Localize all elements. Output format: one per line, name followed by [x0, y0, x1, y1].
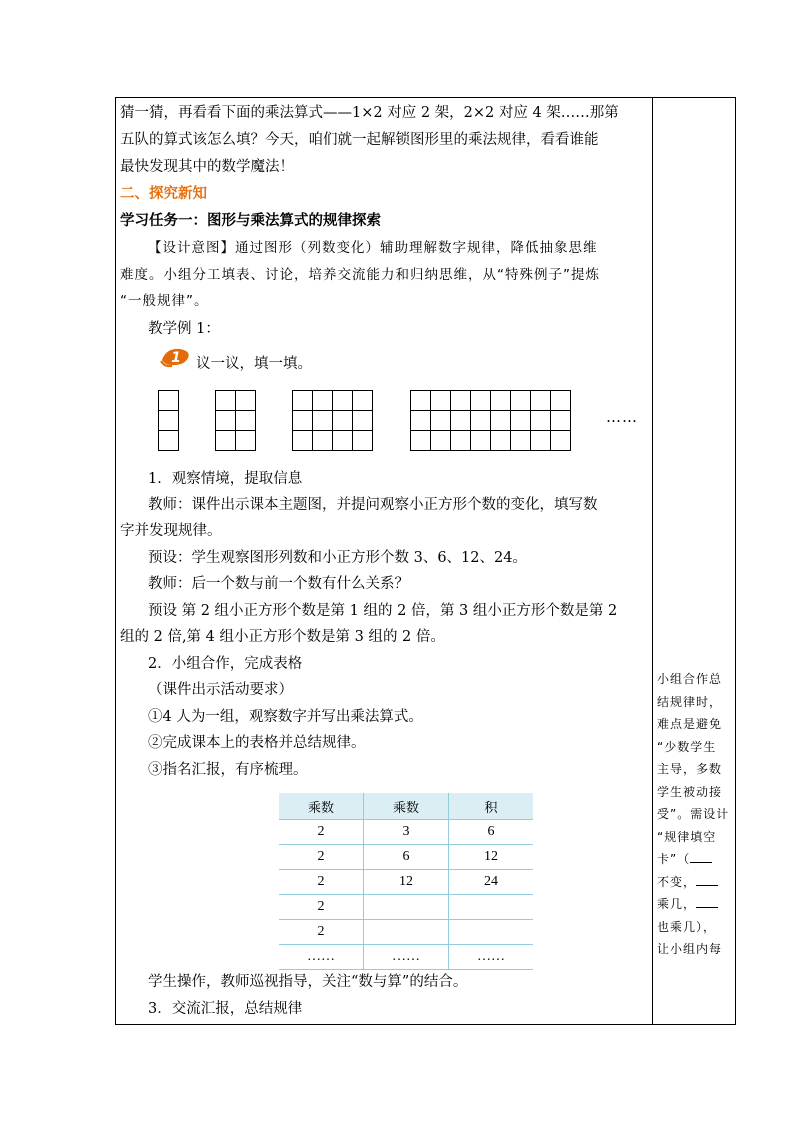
- fill-blank: [690, 852, 712, 863]
- table-cell: 12: [449, 845, 534, 870]
- table-cell: [364, 920, 449, 945]
- requirement-1: ①4 人为一组，观察数字并写出乘法算式。: [148, 709, 423, 725]
- table-cell: ……: [364, 945, 449, 970]
- table-cell: 6: [364, 845, 449, 870]
- table-cell: 2: [279, 895, 364, 920]
- table-header-row: [279, 793, 533, 820]
- side-note-line: “规律填空: [657, 829, 717, 844]
- step-3-title: 3．交流汇报，总结规律: [148, 1001, 303, 1017]
- table-cell: 24: [449, 870, 534, 895]
- side-note-column: [657, 668, 733, 961]
- example-badge-number: 1: [171, 350, 181, 366]
- table-cell: ……: [279, 945, 364, 970]
- side-note-line: 结规律时，: [657, 694, 723, 709]
- step-1-para-1b: 字并发现规律。: [120, 523, 222, 539]
- example-number-icon: [158, 346, 192, 368]
- fill-blank: [696, 897, 718, 908]
- table-cell: 2: [279, 920, 364, 945]
- side-note-line: 也乘几），: [657, 919, 717, 934]
- design-intent-line-1: 【设计意图】通过图形（列数变化）辅助理解数字规律，降低抽象思维: [148, 240, 598, 256]
- design-intent-line-3: “一般规律”。: [120, 293, 209, 309]
- example-label: 教学例 1：: [148, 321, 220, 337]
- side-note-text: 卡”（: [657, 852, 691, 866]
- lesson-plan-frame: [115, 97, 736, 1025]
- table-cell: 2: [279, 870, 364, 895]
- header-product: 积: [449, 793, 534, 820]
- side-note-line: 主导，多数: [657, 762, 723, 776]
- table-row: [279, 895, 533, 920]
- requirement-3: ③指名汇报，有序梳理。: [148, 762, 308, 778]
- task-title: 学习任务一：图形与乘法算式的规律探索: [120, 213, 381, 229]
- intro-line-2: 五队的算式该怎么填？今天，咱们就一起解锁图形里的乘法规律，看看谁能: [120, 132, 599, 148]
- side-note-line: 难点是避免: [657, 717, 723, 731]
- section-title: 二、探究新知: [120, 186, 207, 202]
- side-note-line: [657, 871, 733, 894]
- table-row: [279, 945, 533, 970]
- side-note-text: 乘几，: [657, 897, 697, 911]
- side-note-line: “少数学生: [657, 739, 717, 754]
- table-cell: 3: [364, 820, 449, 845]
- table-row: [279, 920, 533, 945]
- table-row: [279, 845, 533, 870]
- grid-figure-3: [292, 390, 373, 451]
- table-cell: 2: [279, 845, 364, 870]
- intro-line-3: 最快发现其中的数学魔法！: [120, 159, 294, 175]
- table-cell: 12: [364, 870, 449, 895]
- side-note-line: 受”。需设计: [657, 807, 730, 821]
- grid-figure-1: [158, 390, 179, 451]
- step-2-title: 2．小组合作，完成表格: [148, 656, 303, 672]
- column-divider: [652, 98, 653, 1024]
- table-row: [279, 870, 533, 895]
- side-note-line: 让小组内每: [657, 942, 723, 956]
- step-1-para-3: 教师：后一个数与前一个数有什么关系？: [148, 576, 409, 592]
- step-1-para-2: 预设：学生观察图形列数和小正方形个数 3、6、12、24。: [148, 550, 527, 566]
- fill-blank: [696, 875, 718, 886]
- grid-figure-4: [410, 390, 571, 451]
- design-intent-line-2: 难度。小组分工填表、讨论，培养交流能力和归纳思维，从“特殊例子”提炼: [120, 267, 600, 283]
- example-prompt: 议一议，填一填。: [196, 356, 312, 372]
- table-row: [279, 820, 533, 845]
- step-2-note: （课件出示活动要求）: [148, 682, 293, 698]
- side-note-line: [657, 893, 733, 916]
- step-1-title: 1．观察情境，提取信息: [148, 471, 303, 487]
- table-cell: [449, 920, 534, 945]
- step-1-para-1a: 教师：课件出示课本主题图，并提问观察小正方形个数的变化，填写数: [148, 497, 598, 513]
- multiplication-table: [279, 793, 533, 970]
- grid-figure-2: [215, 390, 256, 451]
- table-cell: [449, 895, 534, 920]
- side-note-text: 不变，: [657, 874, 697, 889]
- figure-ellipsis: ……: [606, 408, 638, 426]
- requirement-2: ②完成课本上的表格并总结规律。: [148, 735, 366, 751]
- side-note-line: [657, 848, 733, 871]
- header-factor-1: 乘数: [279, 793, 364, 820]
- after-table-text: 学生操作，教师巡视指导，关注“数与算”的结合。: [148, 974, 468, 990]
- side-note-line: 学生被动接: [657, 784, 723, 799]
- table-cell: 6: [449, 820, 534, 845]
- step-1-para-4a: 预设 第 2 组小正方形个数是第 1 组的 2 倍，第 3 组小正方形个数是第 2: [148, 603, 618, 619]
- step-1-para-4b: 组的 2 倍,第 4 组小正方形个数是第 3 组的 2 倍。: [120, 629, 445, 645]
- side-note-line: 小组合作总: [657, 672, 723, 686]
- header-factor-2: 乘数: [364, 793, 449, 820]
- table-cell: [364, 895, 449, 920]
- table-cell: ……: [449, 945, 534, 970]
- table-cell: 2: [279, 820, 364, 845]
- intro-line-1: 猜一猜，再看看下面的乘法算式——1×2 对应 2 架，2×2 对应 4 架……那第: [120, 105, 619, 121]
